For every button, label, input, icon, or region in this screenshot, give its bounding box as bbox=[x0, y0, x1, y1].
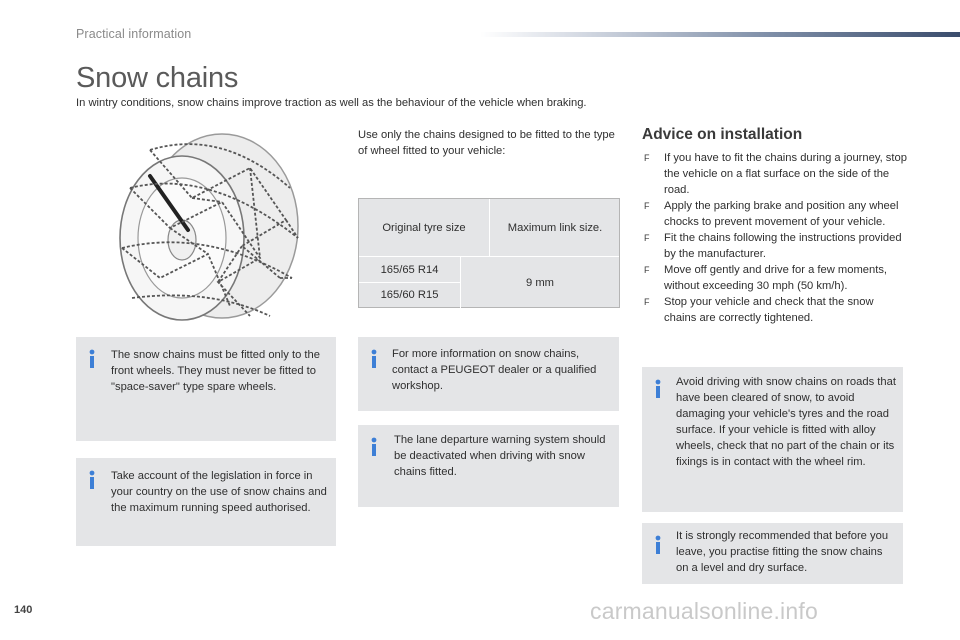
info-text: The snow chains must be fitted only to the front wheels. They must never be fitted to "space-saver" type spare wheels. bbox=[111, 349, 320, 393]
chains-instruction-text: Use only the chains designed to be fitted to the type of wheel fitted to your vehicle: bbox=[358, 129, 615, 157]
advice-list bbox=[642, 150, 907, 326]
list-item bbox=[642, 230, 907, 262]
header-bar bbox=[480, 32, 960, 37]
tyre-size-table bbox=[358, 198, 620, 308]
info-icon bbox=[368, 349, 380, 369]
table-row: 165/60 R15 bbox=[380, 289, 439, 301]
snow-chain-tyre-illustration bbox=[110, 128, 305, 328]
info-box-avoid-cleared-roads bbox=[642, 367, 903, 512]
list-item bbox=[642, 150, 907, 198]
intro-text: In wintry conditions, snow chains improve traction as well as the behaviour of the vehicle when braking. bbox=[76, 97, 587, 109]
list-item bbox=[642, 198, 907, 230]
list-item-text: Apply the parking brake and position any wheel chocks to prevent movement of your vehicle. bbox=[664, 200, 899, 228]
bullet-glyph: F bbox=[644, 201, 650, 211]
list-item-text: Move off gently and drive for a few moments, without exceeding 30 mph (50 km/h). bbox=[664, 264, 888, 292]
table-header-original-tyre-size: Original tyre size bbox=[359, 199, 490, 256]
bullet-glyph: F bbox=[644, 153, 650, 163]
info-icon bbox=[86, 470, 98, 490]
bullet-glyph: F bbox=[644, 297, 650, 307]
advice-heading: Advice on installation bbox=[642, 126, 803, 143]
info-icon bbox=[652, 535, 664, 555]
info-text: For more information on snow chains, contact a PEUGEOT dealer or a qualified workshop. bbox=[392, 348, 597, 392]
info-text: Take account of the legislation in force in your country on the use of snow chains and the maximum running speed authorised. bbox=[111, 470, 327, 514]
page-title: Snow chains bbox=[76, 62, 239, 94]
list-item-text: Fit the chains following the instructions provided by the manufacturer. bbox=[664, 232, 902, 260]
info-text: It is strongly recommended that before you leave, you practise fitting the snow chains on a level and dry surface. bbox=[676, 530, 889, 574]
list-item-text: If you have to fit the chains during a journey, stop the vehicle on a flat surface on the side of the road. bbox=[664, 152, 907, 196]
info-text: Avoid driving with snow chains on roads that have been cleared of snow, to avoid damaging your vehicle's tyres and the road surface. If your vehicle is fitted with alloy wheels, check that no part of the chain or its fixings is in contact with the wheel rim. bbox=[676, 376, 896, 468]
table-header-max-link-size: Maximum link size. bbox=[507, 221, 603, 234]
bullet-glyph: F bbox=[644, 265, 650, 275]
info-box-legislation bbox=[76, 458, 336, 546]
info-box-front-wheels bbox=[76, 337, 336, 441]
section-label: Practical information bbox=[76, 27, 192, 41]
list-item bbox=[642, 294, 907, 326]
info-icon bbox=[652, 379, 664, 399]
watermark[interactable]: carmanualsonline.info bbox=[590, 598, 818, 624]
bullet-glyph: F bbox=[644, 233, 650, 243]
info-text: The lane departure warning system should be deactivated when driving with snow chains fitted. bbox=[394, 434, 606, 478]
list-item-text: Stop your vehicle and check that the snow chains are correctly tightened. bbox=[664, 296, 874, 324]
info-box-practise-fitting bbox=[642, 523, 903, 584]
info-icon bbox=[368, 437, 380, 457]
table-link-size-value: 9 mm bbox=[526, 276, 554, 289]
info-box-lane-departure bbox=[358, 425, 619, 507]
info-icon bbox=[86, 349, 98, 369]
table-row: 165/65 R14 bbox=[380, 263, 439, 276]
list-item bbox=[642, 262, 907, 294]
info-box-more-info bbox=[358, 337, 619, 411]
page-number: 140 bbox=[14, 604, 33, 616]
